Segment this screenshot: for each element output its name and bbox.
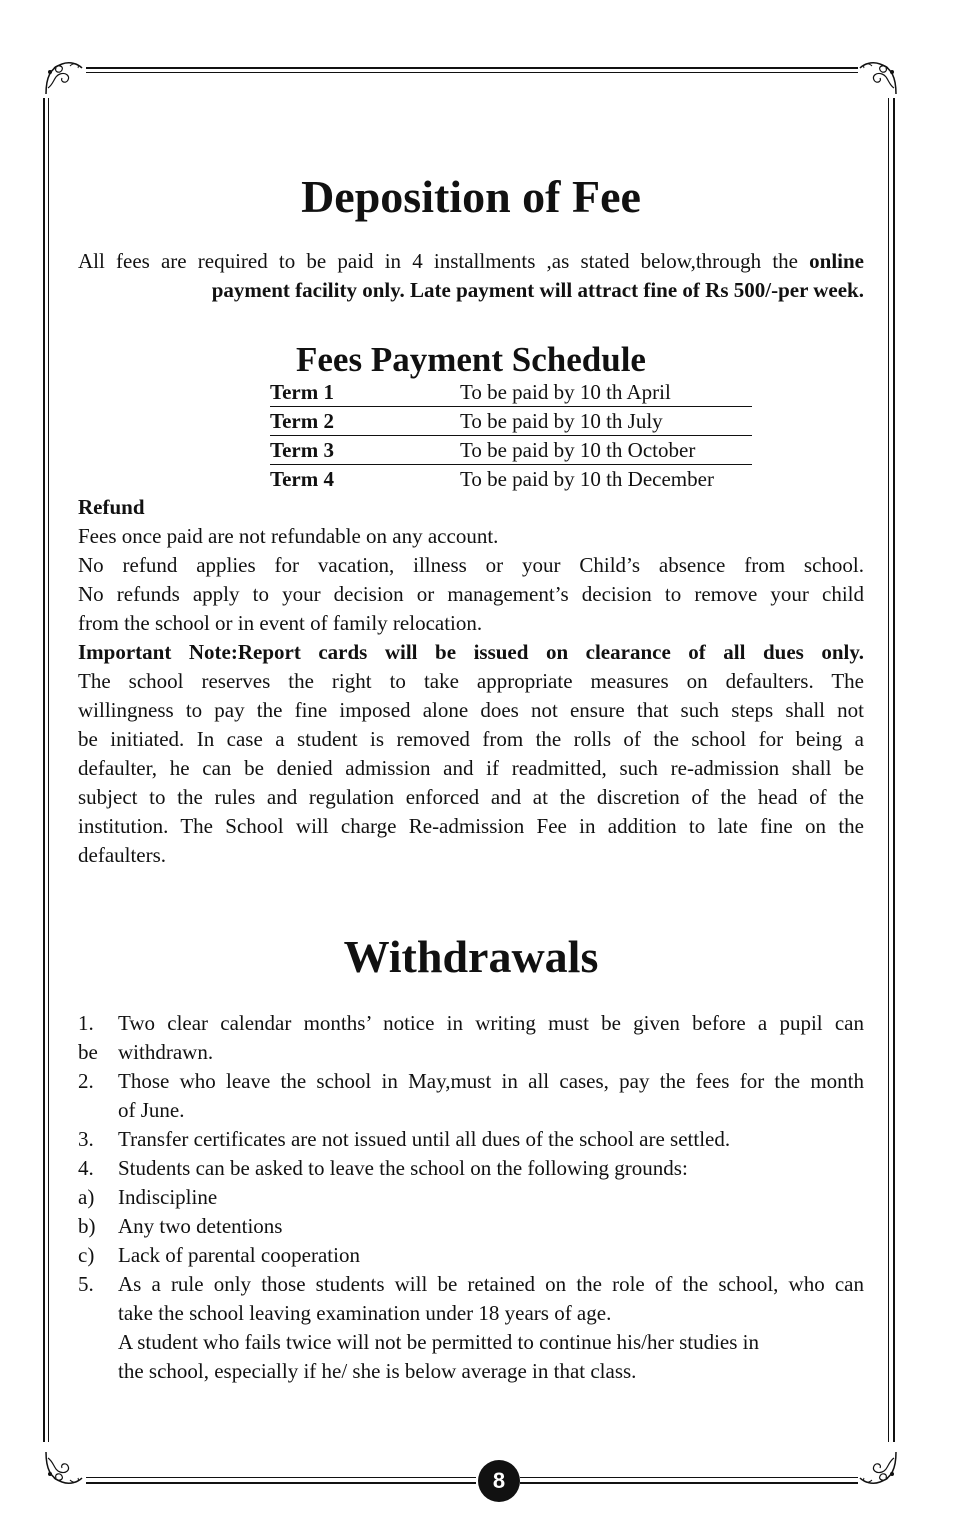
schedule-title: Fees Payment Schedule bbox=[296, 340, 646, 379]
page-number: 8 bbox=[478, 1460, 520, 1502]
sub-list-item bbox=[78, 1241, 864, 1270]
term-cell: Term 2 bbox=[270, 407, 460, 436]
refund-heading: Refund bbox=[78, 495, 145, 519]
list-number: 5. bbox=[78, 1272, 94, 1296]
sub-list-item bbox=[78, 1212, 864, 1241]
intro-line-1: All fees are required to be paid in 4 installments ,as stated below,through the online bbox=[78, 249, 864, 273]
border-bottom-right-inner bbox=[520, 1477, 858, 1478]
refund-line: Fees once paid are not refundable on any account. bbox=[78, 524, 499, 548]
term-cell: Term 4 bbox=[270, 467, 334, 491]
list-text: Transfer certificates are not issued until all dues of the school are settled. bbox=[118, 1127, 731, 1151]
border-left bbox=[43, 98, 45, 1442]
border-left-inner bbox=[48, 98, 49, 1442]
table-row bbox=[270, 465, 752, 494]
withdrawals-title: Withdrawals bbox=[343, 931, 599, 982]
border-bottom-right bbox=[520, 1482, 858, 1484]
withdrawals-list bbox=[78, 1009, 864, 1386]
border-bottom-left-inner bbox=[86, 1477, 476, 1478]
due-cell: To be paid by 10 th December bbox=[460, 467, 714, 491]
list-item bbox=[78, 1009, 864, 1038]
list-number: 2. bbox=[78, 1069, 94, 1093]
deposition-title: Deposition of Fee bbox=[301, 171, 641, 222]
list-text-continuation: A student who fails twice will not be permitted to continue his/her studies in bbox=[118, 1330, 759, 1354]
list-text: withdrawn. bbox=[118, 1040, 214, 1064]
list-text: As a rule only those students will be retained on the role of the school, who can bbox=[118, 1272, 864, 1296]
online-emphasis: online bbox=[809, 249, 864, 273]
list-text-continuation: take the school leaving examination under 18 years of age. bbox=[118, 1301, 612, 1325]
due-cell: To be paid by 10 th July bbox=[460, 407, 752, 436]
refund-line: No refund applies for vacation, illness or your Child’s absence from school. bbox=[78, 553, 864, 577]
list-letter: c) bbox=[78, 1243, 95, 1267]
defaulter-line: subject to the rules and regulation enforced and at the discretion of the head of the bbox=[78, 785, 864, 809]
term-cell: Term 3 bbox=[270, 436, 460, 465]
defaulter-line: willingness to pay the fine imposed alone does not ensure that such steps shall not bbox=[78, 698, 864, 722]
border-right-inner bbox=[888, 98, 889, 1442]
list-item bbox=[78, 1125, 864, 1154]
list-text: Indiscipline bbox=[118, 1185, 218, 1209]
intro-line-2: payment facility only. Late payment will attract fine of Rs 500/-per week. bbox=[211, 278, 864, 302]
sub-list-item bbox=[78, 1183, 864, 1212]
border-top-inner bbox=[86, 72, 858, 73]
corner-ornament-icon bbox=[40, 1448, 84, 1488]
list-letter: b) bbox=[78, 1214, 96, 1238]
list-number: 4. bbox=[78, 1156, 94, 1180]
defaulter-line: defaulter, he can be denied admission and if readmitted, such re-admission shall be bbox=[78, 756, 864, 780]
list-text-prefix: be bbox=[78, 1040, 98, 1064]
table-row bbox=[270, 378, 752, 407]
defaulter-line: be initiated. In case a student is removed from the rolls of the school for being a bbox=[78, 727, 864, 751]
list-text-continuation: the school, especially if he/ she is below average in that class. bbox=[118, 1359, 637, 1383]
border-top bbox=[86, 67, 858, 69]
corner-ornament-icon bbox=[858, 1448, 902, 1488]
important-note: Important Note:Report cards will be issued on clearance of all dues only. bbox=[78, 640, 864, 664]
due-cell: To be paid by 10 th October bbox=[460, 436, 752, 465]
list-item bbox=[78, 1270, 864, 1299]
table-row bbox=[270, 407, 752, 436]
list-item-continuation bbox=[78, 1038, 864, 1067]
corner-ornament-icon bbox=[858, 58, 902, 98]
defaulter-line: defaulters. bbox=[78, 843, 167, 867]
list-text: Those who leave the school in May,must in all cases, pay the fees for the month bbox=[118, 1069, 864, 1093]
list-number: 1. bbox=[78, 1011, 94, 1035]
term-cell: Term 1 bbox=[270, 378, 460, 407]
list-text-continuation: of June. bbox=[118, 1098, 185, 1122]
defaulter-line: The school reserves the right to take appropriate measures on defaulters. The bbox=[78, 669, 864, 693]
list-item bbox=[78, 1067, 864, 1096]
list-number: 3. bbox=[78, 1127, 94, 1151]
refund-section bbox=[78, 493, 864, 870]
list-item bbox=[78, 1154, 864, 1183]
refund-line: No refunds apply to your decision or management’s decision to remove your child bbox=[78, 582, 864, 606]
list-text: Two clear calendar months’ notice in writing must be given before a pupil can bbox=[118, 1011, 864, 1035]
defaulter-line: institution. The School will charge Re-admission Fee in addition to late fine on the bbox=[78, 814, 864, 838]
border-right bbox=[893, 98, 895, 1442]
border-bottom-left bbox=[86, 1482, 476, 1484]
list-text: Lack of parental cooperation bbox=[118, 1243, 360, 1267]
list-letter: a) bbox=[78, 1185, 95, 1209]
refund-line: from the school or in event of family relocation. bbox=[78, 611, 483, 635]
due-cell: To be paid by 10 th April bbox=[460, 378, 752, 407]
list-text: Students can be asked to leave the school on the following grounds: bbox=[118, 1156, 688, 1180]
corner-ornament-icon bbox=[40, 58, 84, 98]
deposition-intro bbox=[78, 247, 864, 305]
table-row bbox=[270, 436, 752, 465]
fee-schedule-table bbox=[270, 378, 752, 493]
list-text: Any two detentions bbox=[118, 1214, 283, 1238]
